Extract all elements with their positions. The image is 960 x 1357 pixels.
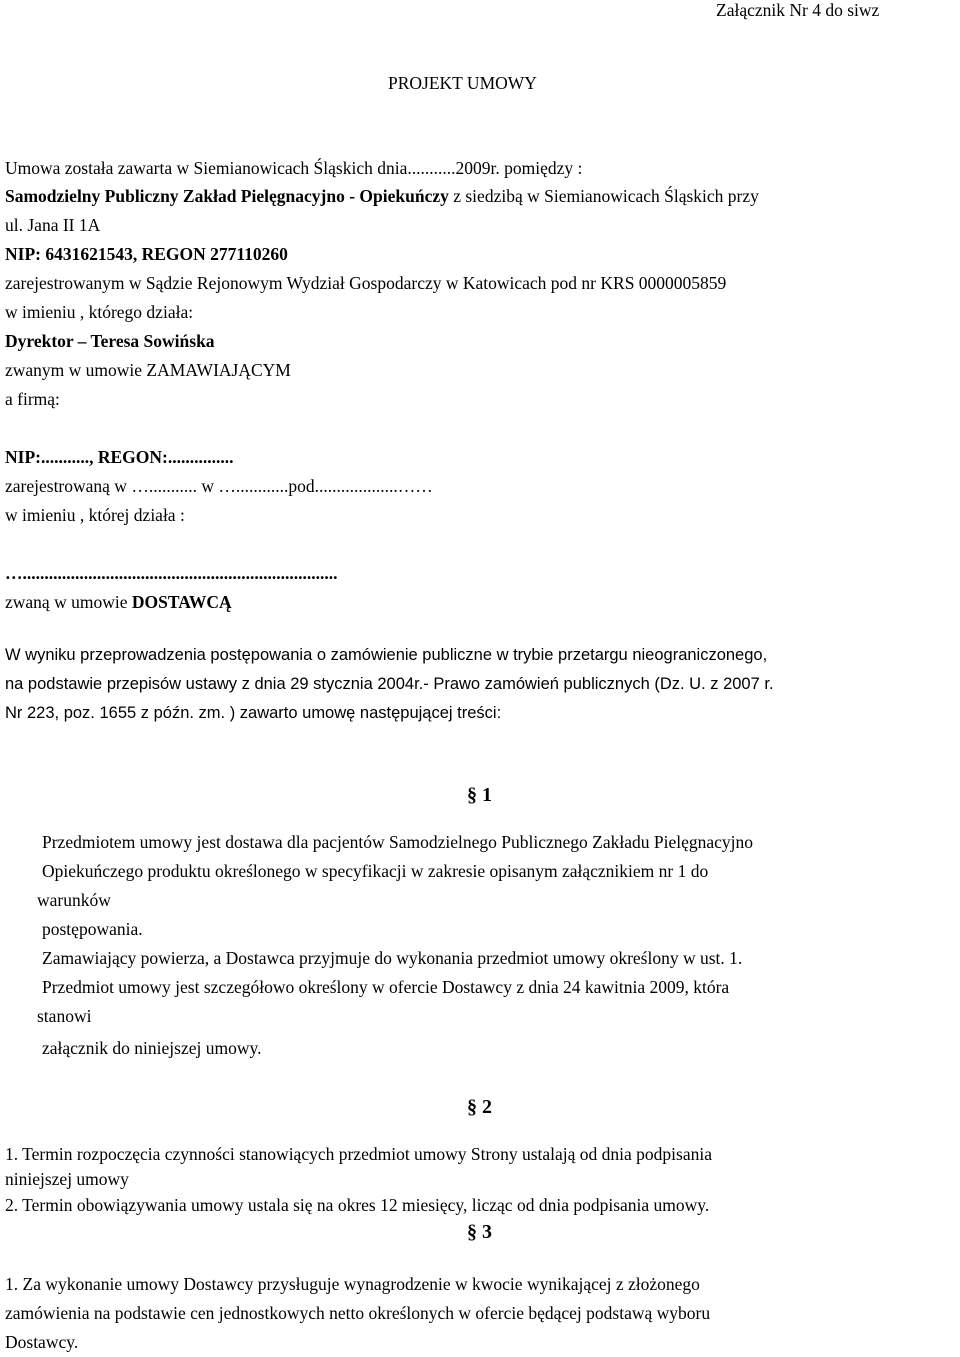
party-name: Samodzielny Publiczny Zakład Pielęgnacyjno - Opiekuńczy — [5, 186, 449, 206]
intro-line: zarejestrowanym w Sądzie Rejonowym Wydział Gospodarczy w Katowicach pod nr KRS 0000005859 — [5, 273, 727, 293]
party-seat: z siedzibą w Siemianowicach Śląskich przy — [448, 186, 759, 206]
intro-line: a firmą: — [5, 389, 60, 409]
intro-line: w imieniu , której działa : — [5, 505, 185, 525]
section-heading: § 3 — [467, 1221, 492, 1243]
intro-line: ul. Jana II 1A — [5, 215, 101, 235]
section-line: warunków — [37, 890, 111, 910]
section-line: postępowania. — [42, 919, 143, 939]
preamble-line: Nr 223, poz. 1655 z późn. zm. ) zawarto umowę następującej treści: — [5, 704, 502, 722]
document-title: PROJEKT UMOWY — [388, 73, 537, 93]
preamble-line: na podstawie przepisów ustawy z dnia 29 stycznia 2004r.- Prawo zamówień publicznych (Dz. U. z 2007 r. — [5, 675, 774, 693]
section-line: Opiekuńczego produktu określonego w specyfikacji w zakresie opisanym załącznikiem nr 1 do — [42, 861, 709, 881]
intro-line: Dyrektor – Teresa Sowińska — [5, 331, 215, 351]
section-line: Przedmiotem umowy jest dostawa dla pacjentów Samodzielnego Publicznego Zakładu Pielęgnacyjno — [42, 832, 753, 852]
intro-line: Umowa została zawarta w Siemianowicach Śląskich dnia...........2009r. pomiędzy : — [5, 158, 583, 178]
intro-line — [5, 594, 232, 612]
section-line: 1. Termin rozpoczęcia czynności stanowiących przedmiot umowy Strony ustalają od dnia podpisania — [5, 1144, 712, 1164]
section-heading: § 2 — [467, 1096, 492, 1118]
intro-line: zarejestrowaną w …........... w …............pod...................…… — [5, 476, 433, 496]
intro-line: NIP:..........., REGON:............... — [5, 447, 234, 467]
section-line: 1. Za wykonanie umowy Dostawcy przysługuje wynagrodzenie w kwocie wynikającej z złożonego — [5, 1274, 700, 1294]
section-line: stanowi — [37, 1006, 92, 1026]
intro-line: zwanym w umowie ZAMAWIAJĄCYM — [5, 360, 291, 380]
section-heading: § 1 — [467, 784, 492, 806]
preamble-line: W wyniku przeprowadzenia postępowania o zamówienie publiczne w trybie przetargu nieograniczonego, — [5, 646, 768, 664]
section-line: załącznik do niniejszej umowy. — [42, 1038, 262, 1058]
section-line: Zamawiający powierza, a Dostawca przyjmuje do wykonania przedmiot umowy określony w ust. 1. — [42, 948, 743, 968]
contractor-term: DOSTAWCĄ — [131, 592, 232, 612]
annex-label: Załącznik Nr 4 do siwz — [716, 0, 880, 20]
intro-line: w imieniu , którego działa: — [5, 302, 194, 322]
intro-line: NIP: 6431621543, REGON 277110260 — [5, 244, 288, 264]
intro-line — [5, 188, 759, 206]
section-line: zamówienia na podstawie cen jednostkowych netto określonych w ofercie będącej podstawą wyboru — [5, 1303, 711, 1323]
section-line: niniejszej umowy — [5, 1169, 129, 1189]
section-line: Przedmiot umowy jest szczegółowo określony w ofercie Dostawcy z dnia 24 kawitnia 2009, która — [42, 977, 730, 997]
section-line: Dostawcy. — [5, 1332, 79, 1352]
intro-line: …........................................................................ — [5, 563, 338, 583]
section-line: 2. Termin obowiązywania umowy ustala się na okres 12 miesięcy, licząc od dnia podpisania umowy. — [5, 1195, 710, 1215]
contractor-label: zwaną w umowie — [5, 592, 132, 612]
